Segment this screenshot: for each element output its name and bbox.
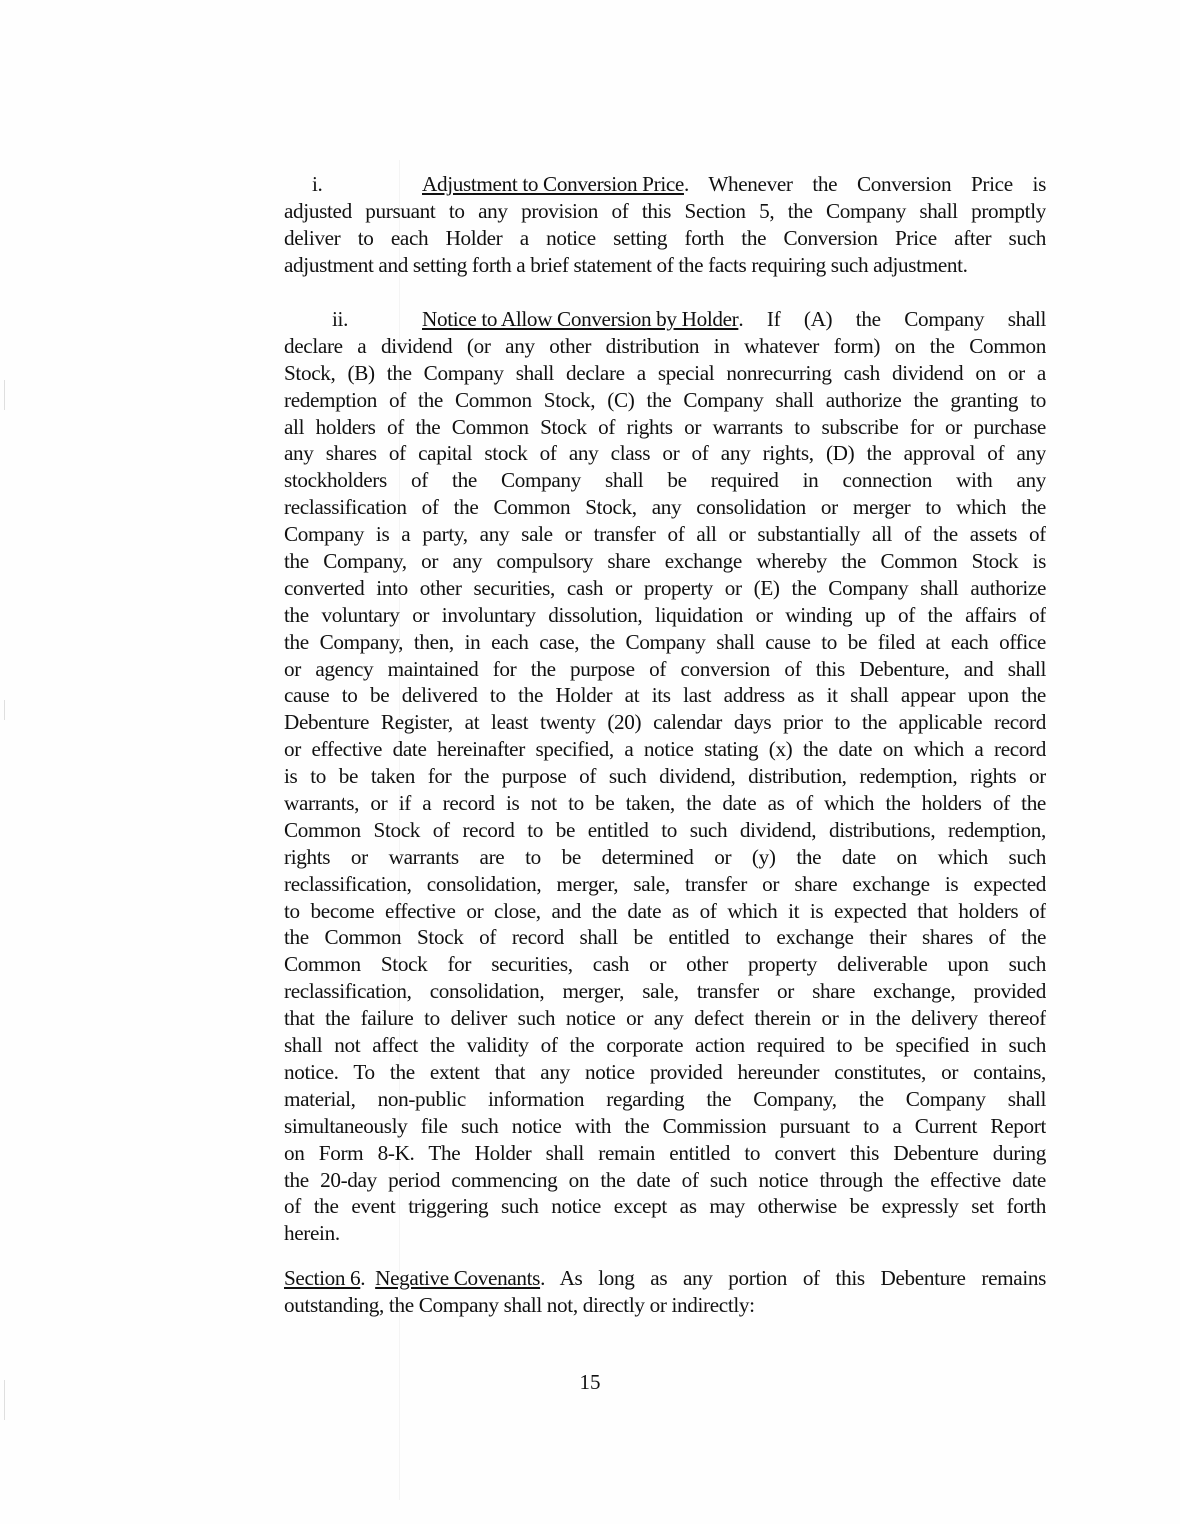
- paragraph-ii-first-line: [284, 306, 1046, 333]
- text-line: or agency maintained for the purpose of conversion of this Debenture, and shall: [284, 656, 1046, 681]
- text-line: declare a dividend (or any other distribution in whatever form) on the Common: [284, 333, 1046, 358]
- paragraph-ii: [284, 306, 1046, 1247]
- text-line: cause to be delivered to the Holder at its last address as it shall appear upon the: [284, 683, 1046, 708]
- section-text: . As long as any portion of this Debenture remains: [540, 1266, 1046, 1290]
- text-line: simultaneously file such notice with the Commission pursuant to a Current Report: [284, 1113, 1046, 1138]
- paragraph-i: [284, 171, 1046, 279]
- paragraph-i-first-line: [284, 171, 1046, 198]
- paragraph-text: . Whenever the Conversion Price is: [683, 172, 1046, 196]
- text-line: the Company, or any compulsory share exchange whereby the Common Stock is: [284, 549, 1046, 574]
- text-line: that the failure to deliver such notice or any defect therein or in the delivery thereof: [284, 1006, 1046, 1031]
- text-line: Common Stock for securities, cash or other property deliverable upon such: [284, 952, 1046, 977]
- text-line: reclassification of the Common Stock, any consolidation or merger to which the: [284, 495, 1046, 520]
- text-line: reclassification, consolidation, merger, sale, transfer or share exchange, provided: [284, 979, 1046, 1004]
- text-line: is to be taken for the purpose of such dividend, distribution, redemption, rights or: [284, 764, 1046, 789]
- text-line: outstanding, the Company shall not, directly or indirectly:: [284, 1292, 755, 1317]
- section-separator: .: [360, 1266, 376, 1290]
- text-line: rights or warrants are to be determined or (y) the date on which such: [284, 844, 1046, 869]
- paragraph-number: i.: [312, 172, 323, 196]
- text-line: the voluntary or involuntary dissolution, liquidation or winding up of the affairs of: [284, 602, 1046, 627]
- section-label: Section 6: [284, 1266, 361, 1290]
- page-number: 15: [579, 1370, 601, 1394]
- text-line: the Company, then, in each case, the Company shall cause to be filed at each office: [284, 629, 1046, 654]
- text-line: Stock, (B) the Company shall declare a special nonrecurring cash dividend on or a: [284, 360, 1046, 385]
- section-heading: Negative Covenants: [375, 1266, 541, 1290]
- scan-edge-mark: [4, 700, 5, 720]
- section-6-first-line: [284, 1265, 1046, 1292]
- text-line: warrants, or if a record is not to be taken, the date as of which the holders of the: [284, 791, 1046, 816]
- section-6: [284, 1265, 1046, 1319]
- paragraph-heading: Adjustment to Conversion Price: [422, 172, 684, 196]
- paragraph-text: . If (A) the Company shall: [738, 307, 1046, 331]
- text-line: or effective date hereinafter specified, a notice stating (x) the date on which a record: [284, 737, 1046, 762]
- text-line: material, non-public information regarding the Company, the Company shall: [284, 1086, 1046, 1111]
- text-line: redemption of the Common Stock, (C) the Company shall authorize the granting to: [284, 387, 1046, 412]
- text-line: adjusted pursuant to any provision of this Section 5, the Company shall promptly: [284, 198, 1046, 223]
- text-line: converted into other securities, cash or property or (E) the Company shall authorize: [284, 575, 1046, 600]
- text-line: any shares of capital stock of any class or of any rights, (D) the approval of any: [284, 441, 1046, 466]
- scan-edge-mark: [4, 380, 5, 410]
- paragraph-number: ii.: [332, 307, 349, 331]
- text-line: of the event triggering such notice except as may otherwise be expressly set forth: [284, 1194, 1046, 1219]
- text-line: deliver to each Holder a notice setting forth the Conversion Price after such: [284, 225, 1046, 250]
- text-line: herein.: [284, 1221, 340, 1246]
- text-line: Company is a party, any sale or transfer of all or substantially all of the assets of: [284, 522, 1046, 547]
- text-line: Common Stock of record to be entitled to such dividend, distributions, redemption,: [284, 817, 1046, 842]
- text-line: the 20-day period commencing on the date of such notice through the effective date: [284, 1167, 1046, 1192]
- text-line: all holders of the Common Stock of rights or warrants to subscribe for or purchase: [284, 414, 1046, 439]
- text-line: shall not affect the validity of the corporate action required to be specified in such: [284, 1033, 1046, 1058]
- text-line: Debenture Register, at least twenty (20) calendar days prior to the applicable record: [284, 710, 1046, 735]
- text-line: stockholders of the Company shall be required in connection with any: [284, 468, 1046, 493]
- text-line: adjustment and setting forth a brief statement of the facts requiring such adjustment.: [284, 252, 968, 277]
- text-line: notice. To the extent that any notice provided hereunder constitutes, or contains,: [284, 1059, 1046, 1084]
- paragraph-heading: Notice to Allow Conversion by Holder: [422, 307, 739, 331]
- text-line: the Common Stock of record shall be entitled to exchange their shares of the: [284, 925, 1046, 950]
- text-line: reclassification, consolidation, merger, sale, transfer or share exchange is expected: [284, 871, 1046, 896]
- text-line: on Form 8-K. The Holder shall remain entitled to convert this Debenture during: [284, 1140, 1046, 1165]
- text-line: to become effective or close, and the date as of which it is expected that holders of: [284, 898, 1046, 923]
